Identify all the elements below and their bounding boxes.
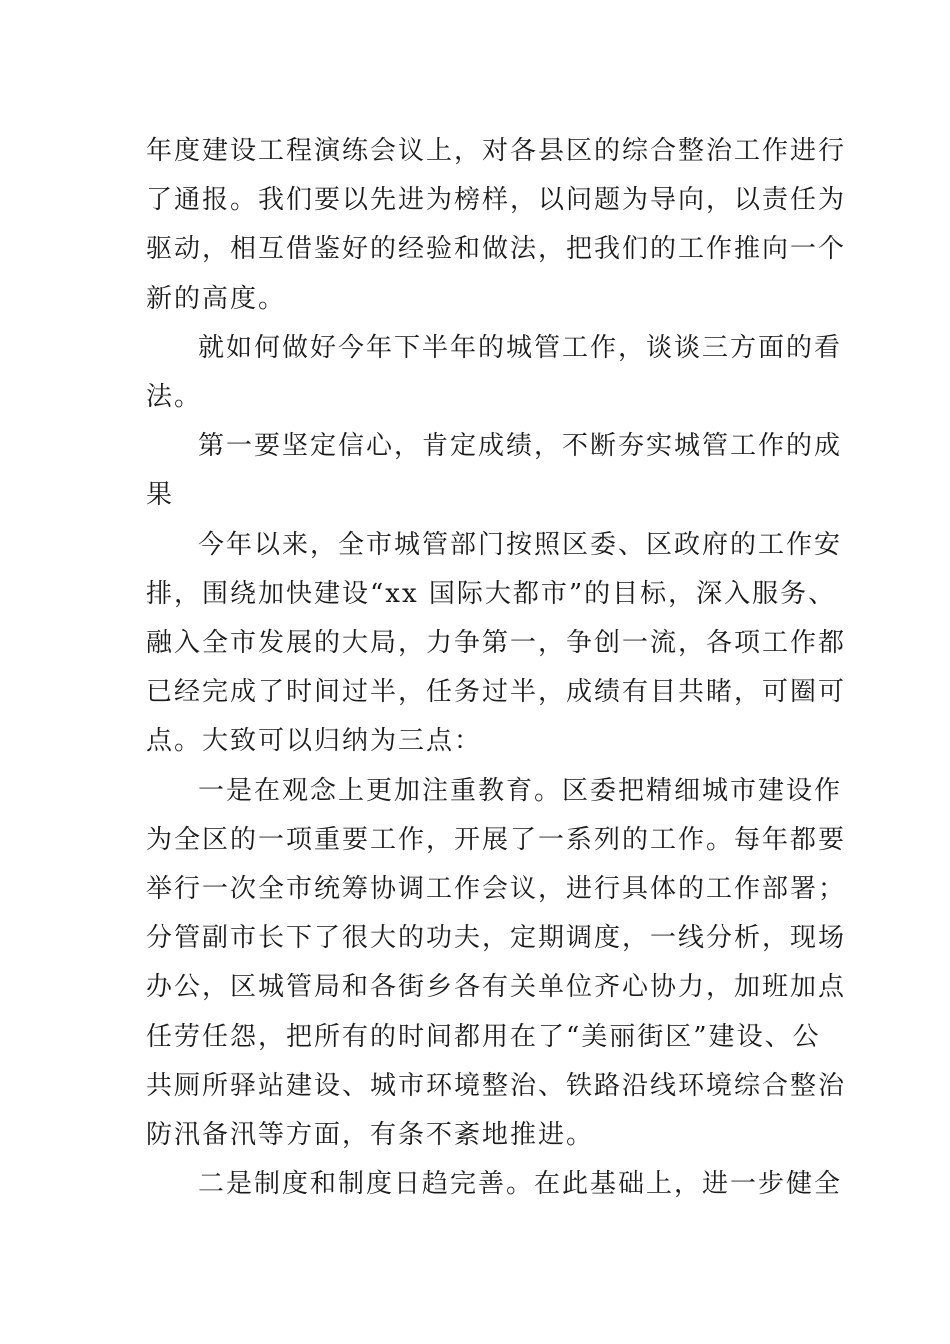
text-line: 第一要坚定信心，肯定成绩，不断夯实城管工作的成 — [198, 431, 843, 462]
text-line: 防汛备汛等方面，有条不紊地推进。 — [146, 1120, 595, 1150]
text-line: 今年以来，全市城管部门按照区委、区政府的工作安 — [198, 529, 843, 560]
text-line: 为全区的一项重要工作，开展了一系列的工作。每年都要 — [146, 824, 847, 855]
text-line: 办公，区城管局和各街乡各有关单位齐心协力，加班加点 — [146, 972, 847, 1003]
text-line: 驱动，相互借鉴好的经验和做法，把我们的工作推向一个 — [146, 234, 847, 265]
text-line: 共厕所驿站建设、城市环境整治、铁路沿线环境综合整治 — [146, 1070, 847, 1101]
text-line: 一是在观念上更加注重教育。区委把精细城市建设作 — [198, 775, 843, 806]
text-line: 法。 — [146, 382, 203, 412]
text-line: 了通报。我们要以先进为榜样，以问题为导向，以责任为 — [146, 185, 847, 216]
text-line: 已经完成了时间过半，任务过半，成绩有目共睹，可圈可 — [146, 677, 847, 708]
text-line: 分管副市长下了很大的功夫，定期调度，一线分析，现场 — [146, 923, 847, 954]
text-line: 融入全市发展的大局，力争第一，争创一流，各项工作都 — [146, 628, 847, 658]
text-line: 年度建设工程演练会议上，对各县区的综合整治工作进行 — [146, 136, 847, 166]
text-line: 新的高度。 — [146, 283, 287, 314]
text-line: 任劳任怨，把所有的时间都用在了“美丽街区”建设、公 — [146, 1021, 821, 1052]
text-line: 举行一次全市统筹协调工作会议，进行具体的工作部署； — [146, 874, 847, 904]
text-line: 二是制度和制度日趋完善。在此基础上，进一步健全 — [198, 1169, 843, 1200]
text-line: 就如何做好今年下半年的城管工作，谈谈三方面的看 — [198, 332, 843, 363]
text-line: 排，围绕加快建设“xx 国际大都市”的目标，深入服务、 — [146, 578, 837, 609]
text-line: 果 — [146, 480, 175, 511]
text-line: 点。大致可以归纳为三点： — [146, 726, 483, 757]
